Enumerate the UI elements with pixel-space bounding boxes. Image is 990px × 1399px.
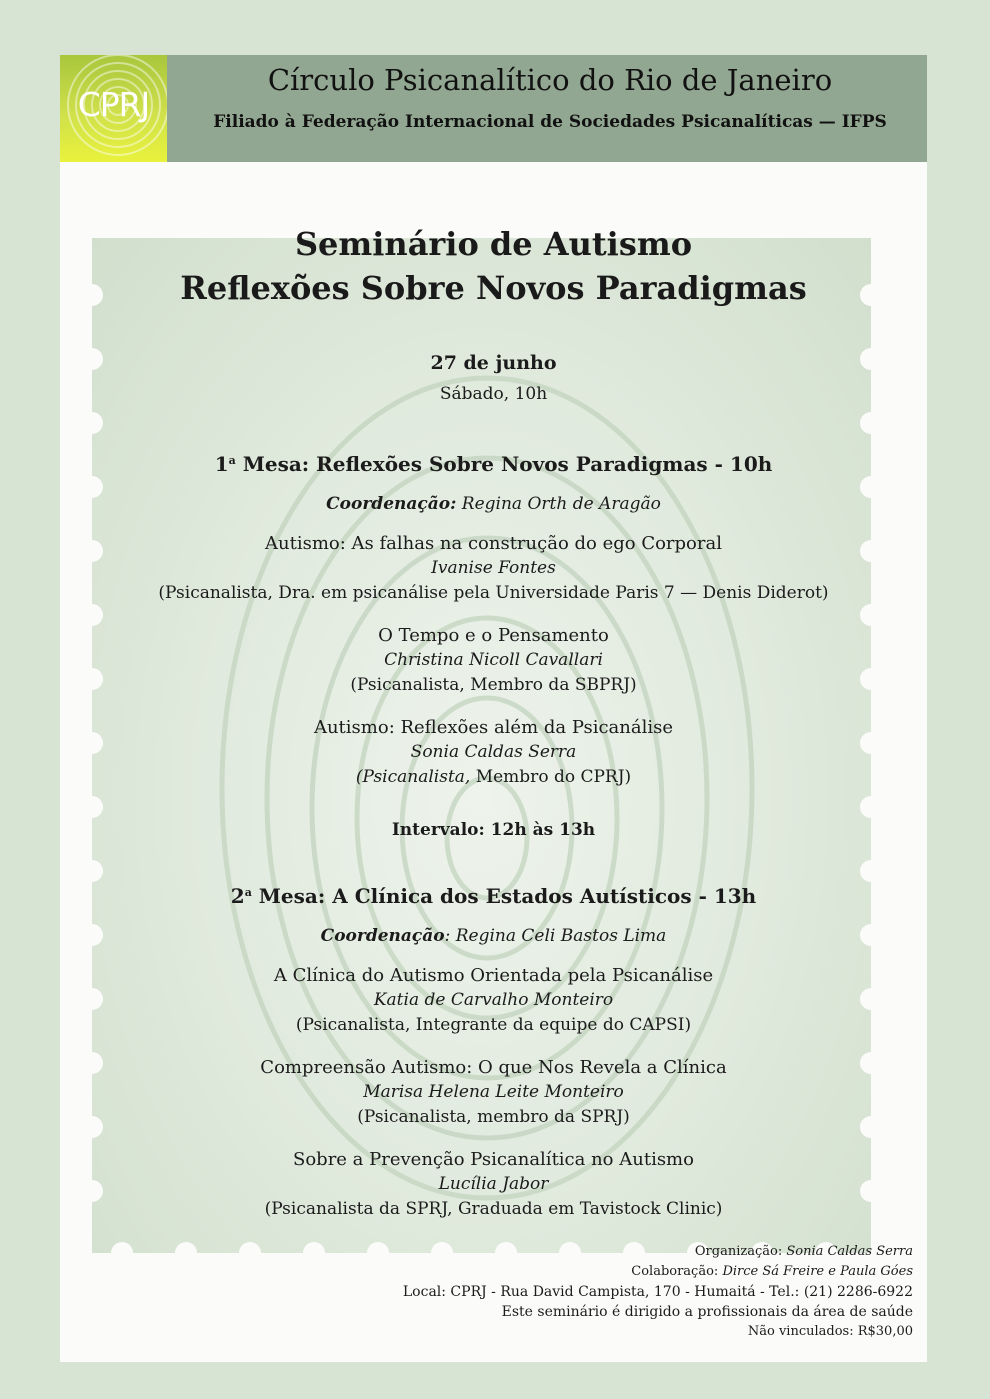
talk-title: Autismo: As falhas na construção do ego Corporal (265, 533, 722, 554)
talk-title: A Clínica do Autismo Orientada pela Psicanálise (273, 965, 714, 986)
talk-speaker: Katia de Carvalho Monteiro (373, 990, 614, 1010)
cred-rest: Membro do CPRJ) (470, 767, 632, 787)
collaboration-line (300, 1262, 913, 1282)
talk-title: O Tempo e o Pensamento (378, 625, 609, 646)
coord-name: : Regina Celi Bastos Lima (444, 926, 667, 946)
coord-label: Coordenação (320, 926, 445, 946)
talk-speaker: Ivanise Fontes (431, 558, 556, 578)
mesa2-coordination (60, 926, 927, 946)
header-banner (60, 55, 927, 162)
talk-credentials: (Psicanalista, Integrante da equipe do CAPSI) (295, 1015, 692, 1035)
cred-italic: (Psicanalista, (355, 767, 471, 787)
org-name: Círculo Psicanalítico do Rio de Janeiro (267, 63, 833, 97)
interval: Intervalo: 12h às 13h (391, 820, 596, 840)
talk-credentials: (Psicanalista, Dra. em psicanálise pela Universidade Paris 7 — Denis Diderot) (158, 583, 829, 603)
mesa2-ordinal-sup: a (244, 886, 252, 899)
organization-label: Organização: (694, 1244, 783, 1259)
price-line: Não vinculados: R$30,00 (747, 1324, 913, 1339)
event-day-time: Sábado, 10h (439, 384, 548, 404)
mesa2-title: Mesa: A Clínica dos Estados Autísticos - 13h (251, 884, 757, 908)
mesa2-heading (60, 884, 927, 908)
organization-line (300, 1242, 913, 1262)
mesa1-title: Mesa: Reflexões Sobre Novos Paradigmas - 10h (235, 452, 773, 476)
coord-label: Coordenação: (326, 494, 457, 514)
talk-credentials (60, 764, 927, 790)
talk-title: Autismo: Reflexões além da Psicanálise (313, 717, 674, 738)
cprj-logo (60, 55, 167, 162)
collaboration-value: Dirce Sá Freire e Paula Góes (718, 1264, 913, 1279)
audience-line: Este seminário é dirigido a profissionais da área de saúde (501, 1304, 913, 1320)
collaboration-label: Colaboração: (631, 1264, 719, 1279)
talk-credentials: (Psicanalista da SPRJ, Graduada em Tavistock Clinic) (264, 1199, 723, 1219)
talk-speaker: Marisa Helena Leite Monteiro (363, 1082, 624, 1102)
mesa1-coordination (60, 494, 927, 514)
perforation-dot (239, 1242, 261, 1253)
coord-name: Regina Orth de Aragão (456, 494, 661, 514)
talk (60, 964, 927, 1038)
perforation-dot (111, 1242, 133, 1253)
event-date: 27 de junho (430, 352, 557, 374)
event-title: Seminário de Autismo (294, 225, 693, 263)
talk-credentials: (Psicanalista, membro da SPRJ) (357, 1107, 630, 1127)
mesa1-heading (60, 452, 927, 476)
talk-title: Sobre a Prevenção Psicanalítica no Autismo (293, 1149, 694, 1170)
event-subtitle: Reflexões Sobre Novos Paradigmas (180, 269, 807, 307)
mesa1-ordinal-sup: a (228, 454, 236, 467)
footer-info (300, 1242, 913, 1342)
talk-speaker: Christina Nicoll Cavallari (384, 650, 603, 670)
organization-value: Sonia Caldas Serra (782, 1244, 913, 1259)
talk (60, 1056, 927, 1130)
talk-title: Compreensão Autismo: O que Nos Revela a Clínica (260, 1057, 727, 1078)
perforation-dot (175, 1242, 197, 1253)
mesa2-ordinal: 2 (230, 884, 245, 908)
talk-speaker: Lucília Jabor (438, 1174, 549, 1194)
mesa1-ordinal: 1 (214, 452, 229, 476)
talk (60, 624, 927, 698)
location-line: Local: CPRJ - Rua David Campista, 170 - Humaitá - Tel.: (21) 2286-6922 (402, 1284, 913, 1300)
talk (60, 532, 927, 606)
talk (60, 1148, 927, 1222)
logo-text: CPRJ (77, 85, 150, 124)
talk (60, 716, 927, 790)
talk-credentials: (Psicanalista, Membro da SBPRJ) (350, 675, 637, 695)
program-content (60, 160, 927, 1222)
talk-speaker: Sonia Caldas Serra (410, 742, 577, 762)
org-affiliation: Filiado à Federação Internacional de Sociedades Psicanalíticas — IFPS (213, 112, 887, 132)
